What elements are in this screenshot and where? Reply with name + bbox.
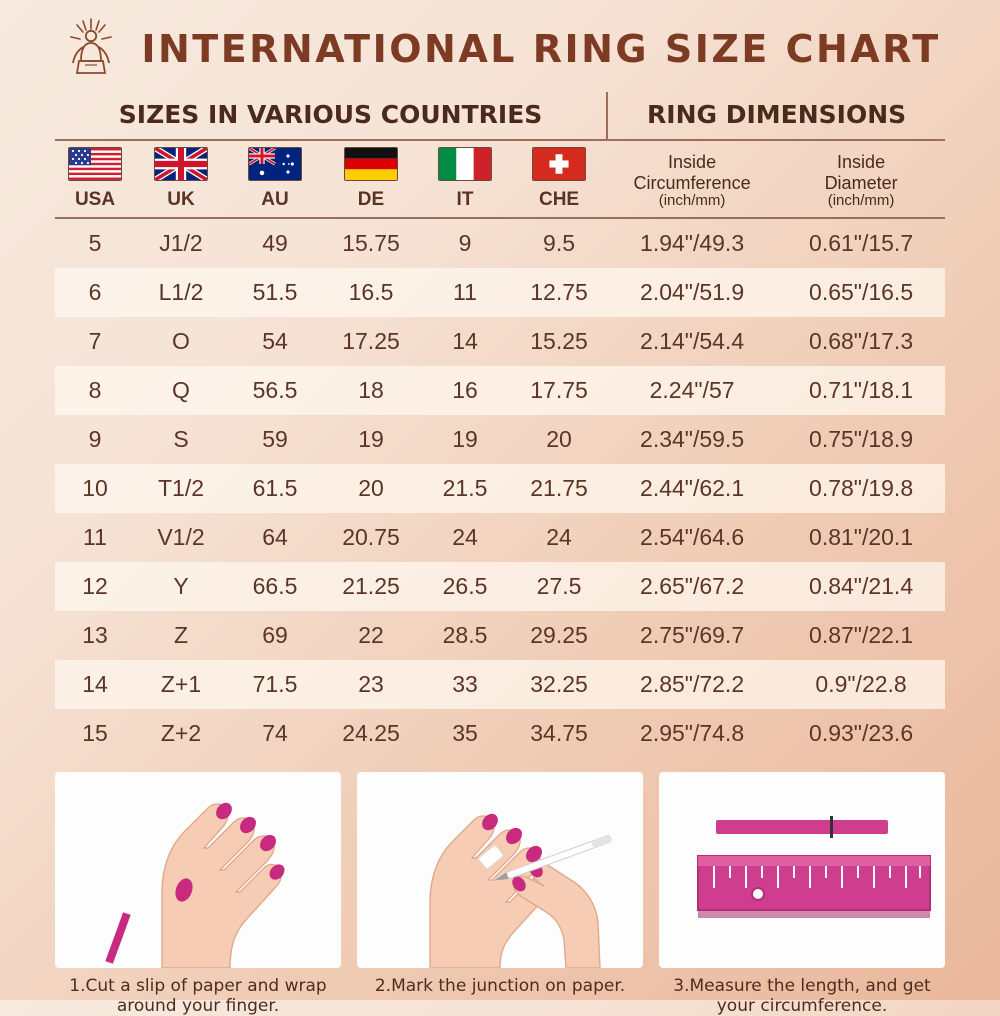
table-row bbox=[55, 317, 945, 366]
country-code-it: IT bbox=[456, 189, 474, 210]
page-header bbox=[0, 0, 1000, 84]
cell-it: 11 bbox=[419, 268, 511, 317]
diam-line-2: Diameter bbox=[824, 172, 898, 193]
cell-uk: Z+2 bbox=[160, 720, 202, 746]
cell-che: 20 bbox=[546, 426, 572, 452]
cell-uk: L1/2 bbox=[135, 268, 227, 317]
cell-diameter: 0.71"/18.1 bbox=[777, 366, 945, 415]
cell-au: 49 bbox=[262, 230, 288, 256]
table-row bbox=[55, 709, 945, 758]
step-3-image bbox=[659, 772, 945, 968]
cell-diameter: 0.75"/18.9 bbox=[809, 426, 914, 452]
cell-circumference: 2.85"/72.2 bbox=[607, 660, 777, 709]
table-row bbox=[55, 366, 945, 415]
flag-italy-icon bbox=[438, 147, 492, 181]
cell-usa: 11 bbox=[83, 524, 107, 550]
cell-it: 28.5 bbox=[442, 622, 488, 648]
step-1-image bbox=[55, 772, 341, 968]
cell-uk: T1/2 bbox=[135, 464, 227, 513]
diam-line-1: Inside bbox=[837, 152, 886, 173]
cell-it: 14 bbox=[452, 328, 478, 354]
cell-che: 17.75 bbox=[511, 366, 607, 415]
cell-au: 64 bbox=[262, 524, 288, 550]
cell-it: 16 bbox=[419, 366, 511, 415]
cell-de: 23 bbox=[323, 660, 419, 709]
cell-uk: V1/2 bbox=[157, 524, 205, 550]
cell-diameter: 0.9"/22.8 bbox=[777, 660, 945, 709]
cell-au: 56.5 bbox=[227, 366, 323, 415]
cell-che: 32.25 bbox=[511, 660, 607, 709]
table-row bbox=[55, 464, 945, 513]
cell-diameter: 0.81"/20.1 bbox=[809, 524, 914, 550]
cell-au: 51.5 bbox=[227, 268, 323, 317]
cell-che: 15.25 bbox=[530, 328, 588, 354]
cell-au: 74 bbox=[262, 720, 288, 746]
flag-cell-che bbox=[511, 140, 607, 188]
cell-de: 15.75 bbox=[342, 230, 400, 256]
cell-usa: 14 bbox=[55, 660, 135, 709]
cell-diameter: 0.65"/16.5 bbox=[777, 268, 945, 317]
cell-circumference: 2.24"/57 bbox=[607, 366, 777, 415]
flag-uk-icon bbox=[154, 147, 208, 181]
cell-uk: Q bbox=[135, 366, 227, 415]
cell-usa: 5 bbox=[88, 230, 102, 256]
cell-it: 35 bbox=[452, 720, 478, 746]
cell-che: 34.75 bbox=[530, 720, 588, 746]
country-code-usa: USA bbox=[74, 189, 116, 210]
cell-diameter: 0.61"/15.7 bbox=[809, 230, 914, 256]
cell-it: 24 bbox=[452, 524, 478, 550]
country-code-uk: UK bbox=[167, 189, 195, 210]
cell-circumference: 2.04"/51.9 bbox=[607, 268, 777, 317]
table-row bbox=[55, 513, 945, 562]
cell-circumference: 2.95"/74.8 bbox=[640, 720, 745, 746]
cell-uk: S bbox=[173, 426, 189, 452]
instruction-steps bbox=[55, 772, 945, 1016]
table-row bbox=[55, 268, 945, 317]
cell-uk: J1/2 bbox=[159, 230, 203, 256]
cell-diameter: 0.78"/19.8 bbox=[777, 464, 945, 513]
flag-switzerland-icon bbox=[532, 147, 586, 181]
table-row bbox=[55, 415, 945, 464]
size-chart-body bbox=[55, 218, 945, 758]
cell-de: 21.25 bbox=[323, 562, 419, 611]
group-header-countries: SIZES IN VARIOUS COUNTRIES bbox=[55, 92, 607, 140]
cell-uk: O bbox=[172, 328, 190, 354]
group-header-dimensions: RING DIMENSIONS bbox=[647, 100, 907, 129]
country-code-che: CHE bbox=[538, 189, 580, 210]
cell-diameter: 0.93"/23.6 bbox=[809, 720, 914, 746]
table-row bbox=[55, 660, 945, 709]
flag-cell-de bbox=[323, 140, 419, 188]
cell-au: 54 bbox=[262, 328, 288, 354]
cell-au: 61.5 bbox=[227, 464, 323, 513]
flag-cell-usa bbox=[55, 140, 135, 188]
step-1-caption: 1.Cut a slip of paper and wrap around your finger. bbox=[69, 976, 327, 1016]
circ-line-1: Inside bbox=[668, 152, 717, 173]
cell-usa: 6 bbox=[55, 268, 135, 317]
cell-circumference: 2.75"/69.7 bbox=[640, 622, 745, 648]
country-code-de: DE bbox=[357, 189, 385, 210]
flag-cell-it bbox=[419, 140, 511, 188]
cell-it: 19 bbox=[452, 426, 478, 452]
dimension-header-diameter bbox=[777, 140, 945, 218]
cell-it: 33 bbox=[419, 660, 511, 709]
step-3-caption: 3.Measure the length, and get your circumference. bbox=[673, 976, 931, 1016]
flag-germany-icon bbox=[344, 147, 398, 181]
cell-usa: 13 bbox=[82, 622, 108, 648]
cell-circumference: 2.34"/59.5 bbox=[640, 426, 745, 452]
cell-de: 20 bbox=[323, 464, 419, 513]
cell-au: 59 bbox=[262, 426, 288, 452]
cell-diameter: 0.84"/21.4 bbox=[777, 562, 945, 611]
cell-che: 21.75 bbox=[511, 464, 607, 513]
step-2-caption: 2.Mark the junction on paper. bbox=[374, 976, 626, 996]
cell-usa: 8 bbox=[55, 366, 135, 415]
cell-au: 69 bbox=[262, 622, 288, 648]
diam-line-3: (inch/mm) bbox=[827, 191, 895, 209]
step-2 bbox=[357, 772, 643, 1016]
flag-cell-uk bbox=[135, 140, 227, 188]
cell-au: 66.5 bbox=[227, 562, 323, 611]
flag-row bbox=[55, 140, 945, 188]
cell-circumference: 2.14"/54.4 bbox=[640, 328, 745, 354]
group-header-row bbox=[55, 92, 945, 140]
cell-diameter: 0.87"/22.1 bbox=[809, 622, 914, 648]
flag-australia-icon bbox=[248, 147, 302, 181]
cell-uk: Y bbox=[135, 562, 227, 611]
table-row bbox=[55, 218, 945, 268]
circ-line-3: (inch/mm) bbox=[658, 191, 726, 209]
cell-de: 22 bbox=[358, 622, 384, 648]
cell-usa: 12 bbox=[55, 562, 135, 611]
flag-usa-icon bbox=[68, 147, 122, 181]
cell-usa: 15 bbox=[82, 720, 108, 746]
cell-de: 16.5 bbox=[323, 268, 419, 317]
step-2-image bbox=[357, 772, 643, 968]
country-code-au: AU bbox=[261, 189, 289, 210]
step-3 bbox=[659, 772, 945, 1016]
cell-uk: Z+1 bbox=[135, 660, 227, 709]
cell-che: 29.25 bbox=[530, 622, 588, 648]
cell-usa: 9 bbox=[88, 426, 102, 452]
size-chart-table-wrap bbox=[55, 92, 945, 758]
cell-circumference: 2.44"/62.1 bbox=[607, 464, 777, 513]
circ-line-2: Circumference bbox=[633, 172, 751, 193]
cell-circumference: 2.65"/67.2 bbox=[607, 562, 777, 611]
cell-uk: Z bbox=[173, 622, 189, 648]
cell-che: 9.5 bbox=[543, 230, 576, 256]
step-1 bbox=[55, 772, 341, 1016]
cell-usa: 10 bbox=[55, 464, 135, 513]
table-row bbox=[55, 562, 945, 611]
page-title: INTERNATIONAL RING SIZE CHART bbox=[141, 27, 941, 71]
cell-it: 9 bbox=[458, 230, 472, 256]
cell-diameter: 0.68"/17.3 bbox=[809, 328, 914, 354]
cell-it: 21.5 bbox=[419, 464, 511, 513]
cell-de: 24.25 bbox=[342, 720, 400, 746]
cell-de: 17.25 bbox=[342, 328, 400, 354]
table-row bbox=[55, 611, 945, 660]
cell-che: 27.5 bbox=[511, 562, 607, 611]
flag-cell-au bbox=[227, 140, 323, 188]
cell-de: 19 bbox=[358, 426, 384, 452]
cell-circumference: 2.54"/64.6 bbox=[640, 524, 745, 550]
cell-che: 12.75 bbox=[511, 268, 607, 317]
praying-figure-logo-icon bbox=[59, 17, 123, 81]
cell-it: 26.5 bbox=[419, 562, 511, 611]
size-chart-table bbox=[55, 92, 945, 758]
cell-circumference: 1.94"/49.3 bbox=[640, 230, 745, 256]
cell-de: 18 bbox=[323, 366, 419, 415]
cell-usa: 7 bbox=[88, 328, 102, 354]
cell-che: 24 bbox=[546, 524, 572, 550]
cell-de: 20.75 bbox=[342, 524, 400, 550]
dimension-header-circumference bbox=[607, 140, 777, 218]
cell-au: 71.5 bbox=[227, 660, 323, 709]
